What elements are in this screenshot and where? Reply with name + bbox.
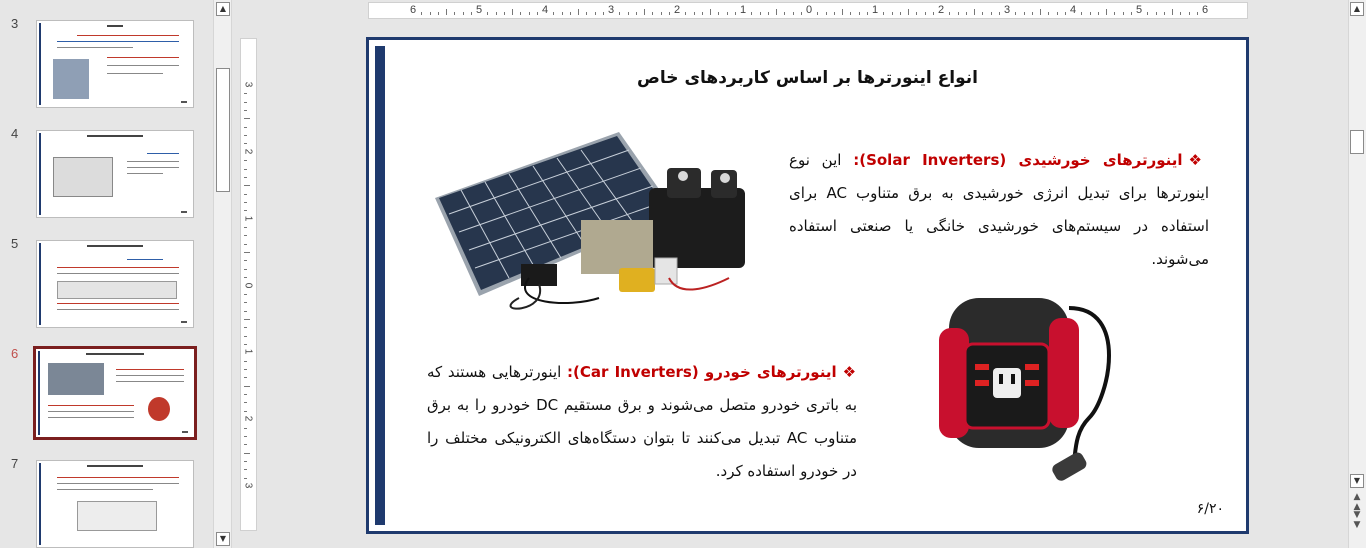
ruler-tick: [1197, 12, 1198, 15]
ruler-tick: [1057, 12, 1058, 15]
car-heading: اینورترهای خودرو (Car Inverters):: [567, 363, 837, 381]
ruler-label: 6: [409, 4, 417, 16]
ruler-label: 5: [475, 4, 483, 16]
ruler-tick: [244, 185, 250, 186]
ruler-tick: [244, 344, 247, 345]
ruler-tick: [496, 12, 497, 15]
thumb-text-line: [107, 65, 179, 66]
ruler-tick: [974, 9, 975, 15]
ruler-tick: [595, 12, 596, 15]
solar-text: این نوع اینورترها برای تبدیل انرژی خورشیدی به برق متناوب AC برای استفاده در سیستم‌های خورشیدی خانگی یا صنعتی استفاده می‌شوند.: [789, 151, 1209, 268]
ruler-tick: [1114, 12, 1115, 15]
ruler-tick: [694, 12, 695, 15]
ruler-tick: [793, 12, 794, 15]
ruler-tick: [430, 12, 431, 15]
ruler-tick: [801, 12, 802, 15]
ruler-tick: [244, 143, 247, 144]
ruler-label: 5: [1135, 4, 1143, 16]
thumbnail-number: 7: [11, 456, 19, 471]
thumb-text-line: [57, 273, 179, 274]
ruler-tick: [669, 12, 670, 15]
scrollbar-thumb[interactable]: [1350, 130, 1364, 154]
ruler-tick: [644, 9, 645, 15]
thumb-text-line: [48, 417, 134, 418]
ruler-tick: [991, 12, 992, 15]
thumb-image: [53, 59, 89, 99]
ruler-tick: [446, 9, 447, 15]
ruler-label: 1: [242, 349, 254, 355]
ruler-tick: [982, 12, 983, 15]
slide-thumbnail-6[interactable]: [33, 346, 197, 440]
scroll-up-arrow-icon[interactable]: ▲: [216, 2, 230, 16]
ruler-tick: [529, 12, 530, 15]
ruler-tick: [685, 12, 686, 15]
slide-thumbnail-7[interactable]: [36, 460, 194, 548]
scrollbar-thumb[interactable]: [216, 68, 230, 192]
ruler-tick: [768, 12, 769, 15]
thumb-text-line: [57, 267, 179, 268]
ruler-tick: [244, 277, 247, 278]
thumb-accent-bar: [39, 133, 41, 215]
ruler-tick: [244, 469, 247, 470]
thumb-text-line: [57, 303, 179, 304]
ruler-tick: [244, 428, 247, 429]
thumb-title: [87, 135, 143, 137]
ruler-tick: [244, 319, 250, 320]
ruler-tick: [883, 12, 884, 15]
ruler-tick: [244, 311, 247, 312]
ruler-tick: [562, 12, 563, 15]
ruler-label: 1: [242, 215, 254, 221]
thumbnail-number: 6: [11, 346, 19, 361]
thumb-text-line: [116, 369, 184, 370]
thumb-text-line: [77, 35, 179, 36]
thumb-car-image: [148, 397, 170, 421]
ruler-tick: [421, 12, 422, 15]
ruler-tick: [244, 244, 247, 245]
slide-accent-bar: [375, 46, 385, 525]
ruler-tick: [244, 444, 247, 445]
bullet-icon: ❖: [1188, 151, 1209, 169]
ruler-tick: [244, 160, 247, 161]
thumb-text-line: [57, 489, 153, 490]
ruler-tick: [244, 294, 247, 295]
thumb-image: [77, 501, 157, 531]
ruler-tick: [1040, 9, 1041, 15]
ruler-tick: [1081, 12, 1082, 15]
car-text: اینورترهایی هستند که به باتری خودرو متصل می‌شوند و برق مستقیم DC خودرو را به برق متناوب AC تبدیل می‌کنند تا بتوان دستگاه‌های الکترونیکی مختلف را در خودرو استفاده کرد.: [427, 363, 857, 480]
thumb-text-line: [57, 41, 179, 42]
ruler-tick: [244, 402, 247, 403]
horizontal-ruler: [368, 2, 1248, 19]
thumb-text-line: [57, 309, 179, 310]
ruler-tick: [244, 227, 247, 228]
car-paragraph[interactable]: [427, 356, 857, 488]
ruler-label: 3: [1003, 4, 1011, 16]
ruler-tick: [244, 177, 247, 178]
ruler-tick: [1024, 12, 1025, 15]
ruler-tick: [867, 12, 868, 15]
thumb-text-line: [127, 161, 179, 162]
ruler-tick: [244, 102, 247, 103]
ruler-tick: [487, 12, 488, 15]
ruler-tick: [463, 12, 464, 15]
thumb-text-line: [127, 167, 179, 168]
ruler-tick: [1098, 12, 1099, 15]
ruler-label: 3: [242, 482, 254, 489]
ruler-label: 3: [242, 81, 254, 88]
ruler-tick: [244, 169, 247, 170]
ruler-tick: [1106, 9, 1107, 15]
ruler-tick: [619, 12, 620, 15]
thumb-text-line: [147, 153, 179, 154]
ruler-label: 2: [937, 4, 945, 16]
ruler-tick: [1172, 9, 1173, 15]
ruler-tick: [244, 411, 247, 412]
ruler-tick: [244, 269, 247, 270]
ruler-tick: [244, 461, 247, 462]
thumb-title: [86, 353, 144, 355]
thumb-text-line: [48, 405, 134, 406]
ruler-tick: [933, 12, 934, 15]
ruler-tick: [1015, 12, 1016, 15]
ruler-tick: [244, 302, 247, 303]
thumb-page-number: [181, 321, 187, 323]
thumb-text-line: [57, 483, 179, 484]
ruler-tick: [244, 394, 247, 395]
ruler-tick: [244, 110, 247, 111]
ruler-tick: [776, 9, 777, 15]
scroll-down-arrow-icon[interactable]: ▼: [1350, 474, 1364, 488]
ruler-tick: [244, 453, 250, 454]
ruler-tick: [1123, 12, 1124, 15]
ruler-tick: [1065, 12, 1066, 15]
slide-thumbnail-5[interactable]: [36, 240, 194, 328]
ruler-tick: [859, 12, 860, 15]
thumbnail-number: 4: [11, 126, 19, 141]
ruler-tick: [999, 12, 1000, 15]
previous-slide-icon[interactable]: ▲ ▲: [1353, 492, 1361, 512]
ruler-tick: [438, 12, 439, 15]
ruler-label: 0: [805, 4, 813, 16]
thumb-accent-bar: [39, 463, 41, 545]
ruler-tick: [1048, 12, 1049, 15]
ruler-label: 1: [871, 4, 879, 16]
scroll-down-arrow-icon[interactable]: ▼: [216, 532, 230, 546]
ruler-tick: [1156, 12, 1157, 15]
slide-thumbnail-4[interactable]: [36, 130, 194, 218]
ruler-tick: [826, 12, 827, 15]
ruler-tick: [628, 12, 629, 15]
thumb-page-number: [182, 431, 188, 433]
ruler-tick: [751, 12, 752, 15]
thumb-text-line: [107, 73, 163, 74]
thumb-accent-bar: [39, 23, 41, 105]
thumbnail-scrollbar[interactable]: [213, 0, 232, 548]
ruler-tick: [900, 12, 901, 15]
ruler-tick: [1164, 12, 1165, 15]
ruler-tick: [718, 12, 719, 15]
ruler-tick: [504, 12, 505, 15]
ruler-tick: [760, 12, 761, 15]
thumb-text-line: [127, 173, 163, 174]
thumb-text-line: [57, 477, 179, 478]
thumb-text-line: [107, 57, 179, 58]
thumbnail-number: 5: [11, 236, 19, 251]
ruler-tick: [1131, 12, 1132, 15]
ruler-label: 1: [739, 4, 747, 16]
ruler-label: 4: [1069, 4, 1077, 16]
ruler-tick: [244, 436, 247, 437]
ruler-label: 0: [242, 282, 254, 288]
ruler-tick: [244, 135, 247, 136]
bullet-icon: ❖: [842, 363, 858, 381]
ruler-tick: [958, 12, 959, 15]
thumbnail-number: 3: [11, 16, 19, 31]
ruler-tick: [710, 9, 711, 15]
thumb-solar-image: [48, 363, 104, 395]
ruler-tick: [661, 12, 662, 15]
ruler-tick: [908, 9, 909, 15]
ruler-tick: [578, 9, 579, 15]
ruler-tick: [727, 12, 728, 15]
ruler-tick: [244, 369, 247, 370]
ruler-label: 6: [1201, 4, 1209, 16]
ruler-tick: [603, 12, 604, 15]
scroll-up-arrow-icon[interactable]: ▲: [1350, 2, 1364, 16]
ruler-tick: [244, 210, 247, 211]
ruler-label: 4: [541, 4, 549, 16]
ruler-label: 2: [673, 4, 681, 16]
next-slide-icon[interactable]: ▼ ▼: [1353, 510, 1361, 530]
thumb-image: [53, 157, 113, 197]
ruler-tick: [834, 12, 835, 15]
thumb-page-number: [181, 211, 187, 213]
thumb-title: [107, 25, 123, 27]
ruler-tick: [735, 12, 736, 15]
ruler-tick: [244, 260, 247, 261]
ruler-tick: [916, 12, 917, 15]
ruler-label: 3: [607, 4, 615, 16]
slide-thumbnail-pane: [0, 0, 213, 548]
ruler-tick: [244, 361, 247, 362]
ruler-tick: [702, 12, 703, 15]
ruler-tick: [652, 12, 653, 15]
thumb-accent-bar: [39, 243, 41, 325]
ruler-tick: [244, 235, 247, 236]
thumb-text-line: [127, 259, 163, 260]
ruler-tick: [520, 12, 521, 15]
thumb-accent-bar: [38, 351, 40, 435]
ruler-tick: [244, 327, 247, 328]
ruler-tick: [244, 386, 250, 387]
ruler-tick: [966, 12, 967, 15]
solar-paragraph[interactable]: [789, 144, 1209, 276]
ruler-tick: [512, 9, 513, 15]
solar-heading: اینورترهای خورشیدی (Solar Inverters):: [853, 151, 1183, 169]
ruler-tick: [892, 12, 893, 15]
ruler-tick: [244, 252, 250, 253]
vertical-ruler: [240, 38, 257, 531]
ruler-tick: [850, 12, 851, 15]
thumb-text-line: [116, 375, 184, 376]
thumb-page-number: [181, 101, 187, 103]
ruler-tick: [553, 12, 554, 15]
ruler-tick: [244, 118, 250, 119]
slide-scrollbar[interactable]: [1348, 0, 1366, 548]
ruler-tick: [1147, 12, 1148, 15]
ruler-tick: [244, 202, 247, 203]
car-inverter-image[interactable]: [929, 268, 1119, 498]
ruler-label: 2: [242, 415, 254, 422]
ruler-tick: [1032, 12, 1033, 15]
ruler-tick: [842, 9, 843, 15]
ruler-tick: [817, 12, 818, 15]
thumb-title: [87, 465, 143, 467]
ruler-tick: [636, 12, 637, 15]
ruler-tick: [244, 336, 247, 337]
ruler-tick: [570, 12, 571, 15]
ruler-tick: [586, 12, 587, 15]
thumb-text-line: [57, 47, 133, 48]
ruler-tick: [244, 478, 247, 479]
thumb-title: [87, 245, 143, 247]
ruler-tick: [244, 93, 247, 94]
slide-page-number: ۶/۲۰: [1196, 501, 1224, 517]
ruler-tick: [949, 12, 950, 15]
thumb-text-line: [116, 381, 184, 382]
ruler-tick: [244, 127, 247, 128]
thumb-image: [57, 281, 177, 299]
ruler-tick: [784, 12, 785, 15]
ruler-tick: [471, 12, 472, 15]
slide-thumbnail-3[interactable]: [36, 20, 194, 108]
ruler-tick: [1180, 12, 1181, 15]
solar-kit-image[interactable]: [429, 128, 759, 318]
slide-title[interactable]: انواع اینورترها بر اساس کاربردهای خاص: [637, 68, 978, 88]
ruler-tick: [925, 12, 926, 15]
ruler-tick: [454, 12, 455, 15]
ruler-label: 2: [242, 148, 254, 155]
ruler-tick: [244, 377, 247, 378]
thumb-text-line: [48, 411, 134, 412]
slide-canvas[interactable]: [366, 37, 1249, 534]
ruler-tick: [244, 194, 247, 195]
ruler-tick: [537, 12, 538, 15]
ruler-tick: [1090, 12, 1091, 15]
ruler-tick: [1189, 12, 1190, 15]
